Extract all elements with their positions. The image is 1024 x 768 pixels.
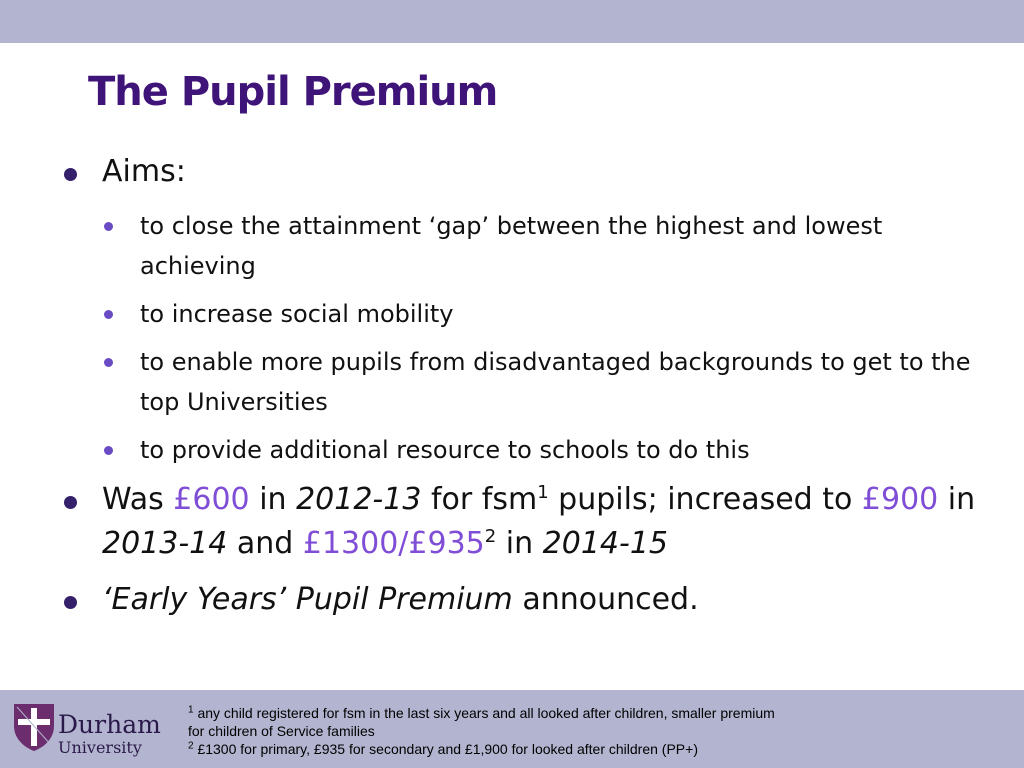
text-run: in — [249, 482, 297, 517]
text-run: pupils; increased to — [548, 482, 862, 517]
aim-item — [60, 342, 990, 422]
footnote-1-continued: for children of Service families — [188, 723, 375, 739]
aim-item — [60, 294, 990, 334]
early-years-title: ‘Early Years’ Pupil Premium — [102, 582, 513, 617]
durham-university-logo — [12, 698, 172, 760]
text-run: in — [496, 526, 543, 561]
aim-text: to enable more pupils from disadvantaged backgrounds to get to the top Universities — [140, 348, 971, 416]
aims-label: Aims: — [102, 154, 186, 189]
year-2013-14: 2013-14 — [102, 526, 228, 561]
year-2014-15: 2014-15 — [542, 526, 668, 561]
bullet-list — [60, 150, 990, 634]
amount-900: £900 — [861, 482, 939, 517]
slide-title: The Pupil Premium — [88, 69, 498, 115]
aim-item — [60, 206, 990, 286]
bullet-dot-icon — [64, 596, 77, 609]
sub-bullet-dot-icon — [104, 446, 113, 455]
footnote-2 — [188, 740, 1008, 758]
footnote-1 — [188, 704, 1008, 722]
bullet-aims — [60, 150, 990, 194]
year-2012-13: 2012-13 — [296, 482, 422, 517]
footnotes — [188, 704, 1008, 758]
aim-text: to provide additional resource to schools to do this — [140, 436, 750, 464]
early-years-text — [102, 582, 699, 617]
aim-text: to increase social mobility — [140, 300, 454, 328]
footnote-text: any child registered for fsm in the last six years and all looked after children, smaller premium — [193, 705, 775, 721]
sub-bullet-dot-icon — [104, 310, 113, 319]
footnote-number: 1 — [188, 704, 194, 716]
top-band — [0, 0, 1024, 43]
crest-icon — [12, 702, 56, 752]
logo-name: Durham — [58, 710, 161, 739]
sub-bullet-dot-icon — [104, 222, 113, 231]
bullet-early-years — [60, 578, 990, 622]
text-run: and — [227, 526, 303, 561]
aims-sublist — [60, 206, 990, 470]
text-run: announced. — [512, 582, 699, 617]
amount-1300-935: £1300/£935 — [302, 526, 485, 561]
footnote-number: 2 — [188, 740, 194, 752]
bullet-dot-icon — [64, 168, 77, 181]
aim-item — [60, 430, 990, 470]
amount-600: £600 — [173, 482, 250, 517]
logo-subname: University — [58, 738, 142, 757]
text-run: in — [938, 482, 976, 517]
funding-text — [102, 482, 975, 561]
text-run: for fsm — [421, 482, 538, 517]
footer-band — [0, 690, 1024, 768]
bullet-funding — [60, 478, 990, 566]
bullet-dot-icon — [64, 496, 77, 509]
aim-text: to close the attainment ‘gap’ between the highest and lowest achieving — [140, 212, 883, 280]
footnote-ref-1: 1 — [537, 482, 549, 503]
sub-bullet-dot-icon — [104, 358, 113, 367]
text-run: Was — [102, 482, 174, 517]
footnote-ref-2: 2 — [484, 526, 497, 547]
footnote-text: £1300 for primary, £935 for secondary and £1,900 for looked after children (PP+) — [193, 741, 698, 757]
